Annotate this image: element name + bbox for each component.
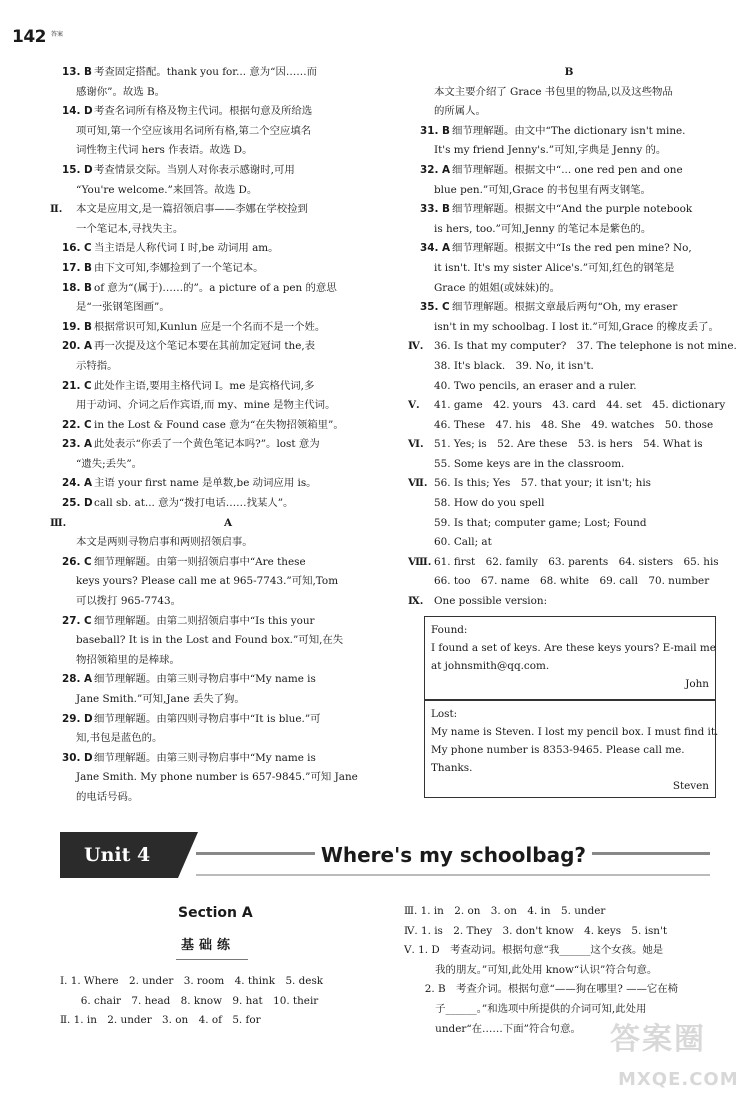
- item-number: 17. B: [62, 261, 92, 274]
- item-continuation: Jane Smith. My phone number is 657-9845.”可知 Jane: [76, 771, 358, 784]
- item-number: 30. D: [62, 751, 93, 764]
- left-column: [50, 63, 380, 808]
- found-notice-box: [424, 616, 716, 700]
- item-text: 根据常识可知,Kunlun 应是一个名而不是一个姓。: [94, 320, 326, 333]
- answer-item: [62, 710, 380, 730]
- item-number: 28. A: [62, 673, 93, 686]
- item-number: 31. B: [420, 124, 450, 137]
- item-number: 33. B: [420, 203, 450, 216]
- passage-summary: 本文主要介绍了 Grace 书包里的物品,以及这些物品: [434, 85, 673, 98]
- item-number: 15. D: [62, 163, 93, 176]
- page-number: 142: [12, 27, 46, 47]
- item-number: 32. A: [420, 163, 451, 176]
- answer-item: [62, 474, 380, 494]
- item-continuation: it isn't. It's my sister Alice's.”可知,红色的钢笔是: [434, 261, 675, 274]
- section-text: 56. Is this; Yes 57. that your; it isn't; his: [434, 477, 652, 490]
- section-line: [408, 435, 718, 455]
- item-text: call sb. at... 意为“拨打电话……找某人”。: [94, 497, 294, 510]
- answer-item: [420, 298, 718, 318]
- item-text: 考查名词所有格及物主代词。根据句意及所给选: [94, 105, 313, 118]
- section-text: 36. Is that my computer? 37. The telephone is not mine.: [434, 340, 737, 353]
- item-continuation: 可以拨打 965-7743。: [76, 595, 182, 608]
- item-text: 考查情景交际。当别人对你表示感谢时,可用: [94, 163, 295, 176]
- item-text: 当主语是人称代词 I 时,be 动词用 am。: [94, 242, 279, 255]
- item-number: 25. D: [62, 497, 93, 510]
- item-continuation: 物招领箱里的是棒球。: [76, 653, 180, 666]
- item-continuation: keys yours? Please call me at 965-7743.”可知,Tom: [76, 575, 339, 588]
- item-text: in the Lost & Found case 意为“在失物招领箱里”。: [94, 418, 344, 431]
- answer-item: [62, 377, 380, 397]
- section-line: [408, 396, 726, 416]
- answer-item: [62, 239, 380, 259]
- item-continuation: isn't in my schoolbag. I lost it.”可知,Grace 的橡皮丢了。: [434, 320, 719, 333]
- item-text: 细节理解题。由第二则招领启事中“Is this your: [94, 614, 315, 627]
- section-line: [408, 337, 737, 357]
- item-continuation: blue pen.”可知,Grace 的书包里有两支钢笔。: [434, 183, 651, 196]
- item-text: 细节理解题。根据文中“And the purple notebook: [452, 203, 693, 216]
- item-text: of 意为“(属于)……的”。a picture of a pen 的意思: [94, 281, 337, 294]
- answer-item: [62, 259, 380, 279]
- item-number: 18. B: [62, 281, 92, 294]
- item-continuation: 感谢你”。故选 B。: [76, 85, 165, 98]
- item-text: 由下文可知,李娜捡到了一个笔记本。: [94, 261, 264, 274]
- watermark-text: 答案圈: [610, 1022, 706, 1057]
- item-number: 35. C: [420, 301, 450, 314]
- answer-item: [420, 122, 718, 142]
- item-number: 27. C: [62, 614, 92, 627]
- found-signature: John: [685, 678, 709, 690]
- answer-line: 59. Is that; computer game; Lost; Found: [434, 516, 647, 529]
- section-text: One possible version:: [434, 595, 548, 608]
- section-line: [408, 553, 719, 573]
- answer-line: 60. Call; at: [434, 536, 492, 549]
- unit-header: [60, 832, 710, 878]
- section-numeral: Ⅴ.: [408, 399, 420, 412]
- item-text: 考查固定搭配。thank you for... 意为“因……而: [94, 66, 318, 78]
- answer-item: [62, 279, 380, 299]
- item-text: 此处作主语,要用主格代词 I。me 是宾格代词,多: [94, 379, 315, 392]
- item-continuation: Jane Smith.”可知,Jane 丢失了狗。: [76, 693, 245, 705]
- unit-tab: Unit 4: [60, 832, 178, 878]
- watermark-url: MXQE.COM: [618, 1069, 739, 1090]
- item-number: 26. C: [62, 555, 92, 568]
- item-text: 主语 your first name 是单数,be 动词应用 is。: [94, 477, 317, 490]
- item-text: 再一次提及这个笔记本要在其前加定冠词 the,表: [94, 340, 316, 353]
- item-continuation: 示特指。: [76, 359, 118, 372]
- section-text: A: [223, 516, 233, 529]
- section-text: 本文是应用文,是一篇招领启事——李娜在学校捡到: [76, 203, 308, 216]
- answer-item: [62, 670, 380, 690]
- answer-line: 2. B 考查介词。根据句意“——狗在哪里? ——它在椅: [404, 983, 679, 996]
- answer-item: [62, 416, 380, 436]
- answer-item: [62, 63, 380, 83]
- item-number: 21. C: [62, 379, 92, 392]
- answer-line: 我的朋友。”可知,此处用 know“认识”符合句意。: [404, 963, 658, 976]
- answer-item: [62, 435, 380, 455]
- item-text: 细节理解题。根据文中“Is the red pen mine? No,: [452, 242, 692, 255]
- item-text: 细节理解题。由文中“The dictionary isn't mine.: [452, 124, 686, 137]
- item-text: 细节理解题。由第三则寻物启事中“My name is: [94, 673, 316, 686]
- bottom-right-answers: [404, 902, 720, 1039]
- answer-line: 子______。”和选项中所提供的介词可知,此处用: [404, 1002, 647, 1015]
- passage-summary: 的所属人。: [434, 105, 486, 118]
- item-number: 23. A: [62, 438, 93, 451]
- answer-line: 46. These 47. his 48. She 49. watches 50. those: [434, 418, 714, 431]
- item-text: 细节理解题。根据文章最后两句“Oh, my eraser: [452, 301, 678, 314]
- answer-line: 38. It's black. 39. No, it isn't.: [434, 359, 594, 372]
- item-continuation: 用于动词、介词之后作宾语,而 my、mine 是物主代词。: [76, 399, 336, 412]
- answer-item: [62, 102, 380, 122]
- item-number: 13. B: [62, 66, 92, 78]
- subtitle-underline: [176, 959, 248, 960]
- item-continuation: “遗失;丢失”。: [76, 457, 143, 470]
- item-continuation: is hers, too.”可知,Jenny 的笔记本是紫色的。: [434, 222, 652, 235]
- section-line: [50, 514, 380, 534]
- section-numeral: Ⅸ.: [408, 595, 424, 608]
- item-continuation: It's my friend Jenny's.”可知,字典是 Jenny 的。: [434, 144, 667, 157]
- item-continuation: 项可知,第一个空应该用名词所有格,第二个空应填名: [76, 124, 312, 137]
- found-line: Found:: [431, 624, 468, 636]
- lost-line: Lost:: [431, 708, 458, 720]
- passage-summary: 本文是两则寻物启事和两则招领启事。: [76, 536, 253, 549]
- section-text: 一个笔记本,寻找失主。: [76, 222, 184, 235]
- item-text: 细节理解题。由第四则寻物启事中“It is blue.”可: [94, 712, 321, 725]
- answer-line: 40. Two pencils, an eraser and a ruler.: [434, 379, 637, 392]
- section-line: [408, 592, 718, 612]
- bottom-left-answers: [60, 972, 390, 1031]
- section-numeral: Ⅶ.: [408, 477, 428, 490]
- page-number-label: 答案: [51, 31, 64, 38]
- right-column: [408, 63, 737, 612]
- item-number: 29. D: [62, 712, 93, 725]
- section-text: 61. first 62. family 63. parents 64. sisters 65. his: [434, 555, 719, 568]
- answer-line: Ⅰ. 1. Where 2. under 3. room 4. think 5. desk: [60, 975, 324, 987]
- answer-line: 6. chair 7. head 8. know 9. hat 10. their: [60, 994, 319, 1007]
- unit-rule-lower: [196, 874, 710, 876]
- item-continuation: baseball? It is in the Lost and Found box.”可知,在失: [76, 634, 344, 647]
- unit-title: Where's my schoolbag?: [315, 840, 592, 870]
- found-line: at johnsmith@qq.com.: [431, 660, 550, 672]
- section-text: 51. Yes; is 52. Are these 53. is hers 54. What is: [434, 438, 703, 451]
- item-number: 19. B: [62, 320, 92, 333]
- item-continuation: Grace 的姐姐(或妹妹)的。: [434, 281, 560, 294]
- answer-item: [62, 318, 380, 338]
- section-line: [62, 220, 380, 240]
- answer-line: 58. How do you spell: [434, 497, 545, 510]
- section-numeral: Ⅵ.: [408, 438, 424, 451]
- item-continuation: 的电话号码。: [76, 790, 139, 803]
- unit-tab-notch: [178, 832, 198, 878]
- lost-line: My phone number is 8353-9465. Please call me.: [431, 744, 685, 756]
- answer-line: 55. Some keys are in the classroom.: [434, 457, 625, 470]
- item-continuation: 是“一张钢笔图画”。: [76, 301, 170, 314]
- section-numeral: Ⅳ.: [408, 340, 424, 353]
- lost-notice-box: [424, 700, 719, 798]
- section-line: [50, 200, 380, 220]
- answer-item: [62, 494, 380, 514]
- item-continuation: “You're welcome.”来回答。故选 D。: [76, 183, 258, 196]
- lost-line: Thanks.: [431, 762, 473, 774]
- answer-item: [62, 749, 380, 769]
- item-continuation: 知,书包是蓝色的。: [76, 732, 163, 745]
- answer-line: 66. too 67. name 68. white 69. call 70. number: [434, 575, 710, 588]
- item-number: 22. C: [62, 418, 92, 431]
- item-number: 34. A: [420, 242, 451, 255]
- item-text: 细节理解题。由第一则招领启事中“Are these: [94, 555, 306, 568]
- lost-signature: Steven: [672, 780, 709, 792]
- item-number: 20. A: [62, 340, 93, 353]
- item-number: 14. D: [62, 105, 93, 118]
- answer-line: Ⅱ. 1. in 2. under 3. on 4. of 5. for: [60, 1014, 261, 1027]
- section-numeral: Ⅷ.: [408, 555, 432, 568]
- watermark-logo: [610, 1022, 740, 1092]
- found-line: I found a set of keys. Are these keys yours? E-mail me: [431, 642, 716, 654]
- item-number: 16. C: [62, 242, 92, 255]
- answer-line: Ⅳ. 1. is 2. They 3. don't know 4. keys 5. isn't: [404, 924, 668, 937]
- answer-item: [62, 337, 380, 357]
- item-text: 此处表示“你丢了一个黄色笔记本吗?”。lost 意为: [94, 438, 320, 451]
- passage-label: B: [564, 66, 574, 78]
- item-continuation: 词性物主代词 hers 作表语。故选 D。: [76, 144, 253, 157]
- item-text: 细节理解题。由第三则寻物启事中“My name is: [94, 751, 316, 764]
- section-text: 41. game 42. yours 43. card 44. set 45. dictionary: [434, 399, 726, 412]
- section-subtitle: 基础练: [181, 938, 236, 953]
- answer-item: [62, 612, 380, 632]
- answer-line: Ⅲ. 1. in 2. on 3. on 4. in 5. under: [404, 905, 606, 917]
- item-text: 细节理解题。根据文中“... one red pen and one: [452, 163, 683, 176]
- lost-line: My name is Steven. I lost my pencil box. I must find it.: [431, 726, 719, 738]
- answer-item: [62, 553, 380, 573]
- answer-item: [420, 239, 718, 259]
- answer-line: under“在……下面”符合句意。: [404, 1022, 581, 1035]
- section-title: Section A: [178, 905, 253, 921]
- answer-item: [420, 200, 718, 220]
- answer-item: [62, 161, 380, 181]
- item-number: 24. A: [62, 477, 93, 490]
- section-numeral: Ⅱ.: [50, 203, 63, 216]
- section-numeral: Ⅲ.: [50, 516, 67, 529]
- answer-item: [420, 161, 718, 181]
- answer-line: Ⅴ. 1. D 考查动词。根据句意“我______这个女孩。她是: [404, 944, 664, 957]
- section-line: [408, 474, 718, 494]
